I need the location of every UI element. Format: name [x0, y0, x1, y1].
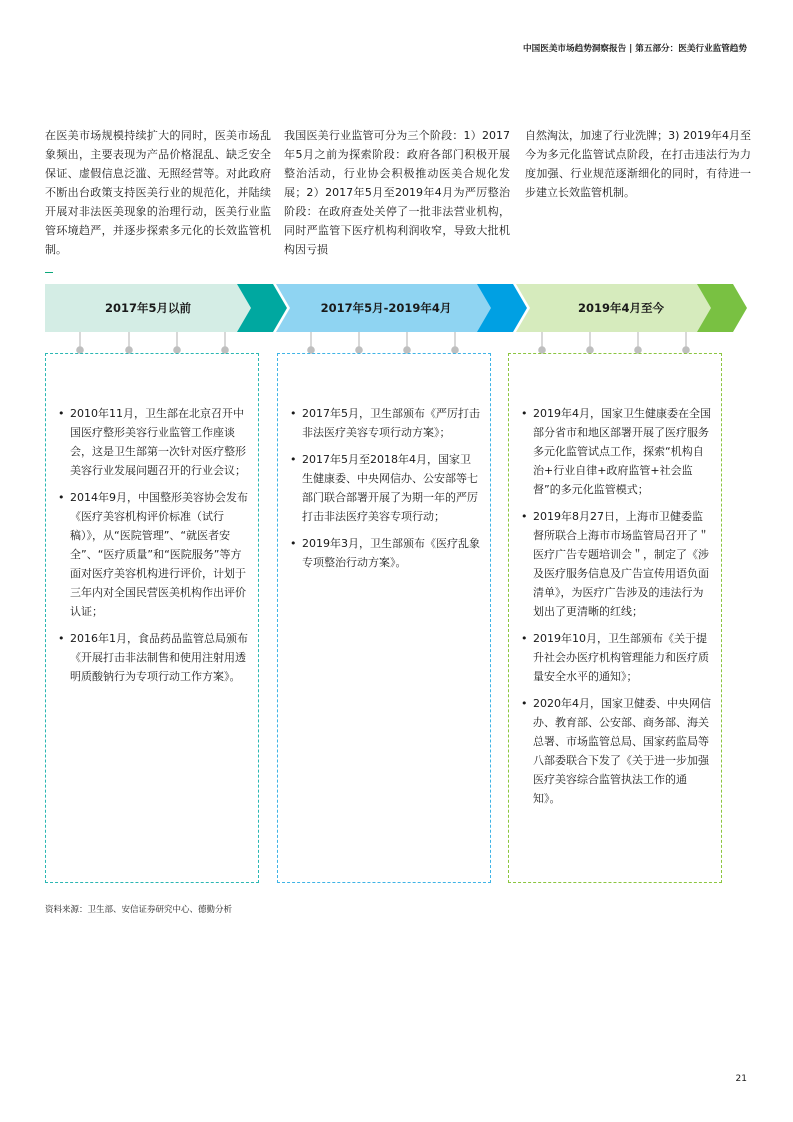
- list-item: • 2019年3月，卫生部颁布《医疗乱象专项整治行动方案》。: [290, 534, 480, 572]
- list-item: • 2016年1月，食品药品监管总局颁布《开展打击非法制售和使用注射用透明质酸钠行为专项行动工作方案》。: [58, 629, 248, 686]
- list-item: • 2017年5月，卫生部颁布《严厉打击非法医疗美容专项行动方案》；: [290, 404, 480, 442]
- phase2-events-list: [290, 404, 480, 572]
- phase1-events-box: [45, 353, 259, 883]
- phase3-events-box: [508, 353, 722, 883]
- intro-paragraph-3: 自然淘汰，加速了行业洗牌；3) 2019年4月至今为多元化监管试点阶段，在打击违法行为力度加强、行业规范逐渐细化的同时，有待进一步建立长效监管机制。: [525, 129, 751, 199]
- phase3-events-list: [521, 404, 711, 808]
- list-item: • 2019年10月，卫生部颁布《关于提升社会办医疗机构管理能力和医疗质量安全水平的通知》；: [521, 629, 711, 686]
- list-item: • 2019年8月27日，上海市卫健委监督所联合上海市市场监管局召开了＂医疗广告专题培训会＂，制定了《涉及医疗服务信息及广告宣传用语负面清单》，为医疗广告涉及的违法行为划出了更清晰的红线；: [521, 507, 711, 621]
- source-note: 资料来源：卫生部、安信证券研究中心、德勤分析: [45, 905, 233, 915]
- intro-paragraph-2: 我国医美行业监管可分为三个阶段：1）2017年5月之前为探索阶段：政府各部门积极开展整治活动，行业协会积极推动医美合规化发展；2）2017年5月至2019年4月为严厉整治阶段：在政府查处关停了一批非法营业机构，同时严监管下医疗机构利润收窄，导致大批机构因亏损: [284, 129, 510, 256]
- phase2-label: 2017年5月-2019年4月: [320, 301, 452, 315]
- intro-paragraph-1: 在医美市场规模持续扩大的同时，医美市场乱象频出，主要表现为产品价格混乱、缺乏安全保证、虚假信息泛滥、无照经营等。对此政府不断出台政策支持医美行业的规范化，并陆续开展对非法医美现象的治理行动，医美行业监管环境趋严，并逐步探索多元化的长效监管机制。: [45, 129, 271, 256]
- page-header: 中国医美市场趋势洞察报告 | 第五部分：医美行业监管趋势: [523, 44, 747, 54]
- list-item: • 2017年5月至2018年4月，国家卫生健康委、中央网信办、公安部等七部门联合部署开展了为期一年的严厉打击非法医疗美容专项行动；: [290, 450, 480, 526]
- phase1-label: 2017年5月以前: [104, 301, 191, 315]
- page-number: 21: [735, 1074, 747, 1084]
- list-item: • 2020年4月，国家卫健委、中央网信办、教育部、公安部、商务部、海关总署、市场监管总局、国家药监局等八部委联合下发了《关于进一步加强医疗美容综合监管执法工作的通知》。: [521, 694, 711, 808]
- list-item: • 2014年9月，中国整形美容协会发布《医疗美容机构评价标准（试行稿）》，从“医院管理”、“就医者安全”、“医疗质量”和“医院服务”等方面对医疗美容机构进行评价，计划于三年内对全国民营医美机构作出评价认证；: [58, 488, 248, 621]
- list-item: • 2019年4月，国家卫生健康委在全国部分省市和地区部署开展了医疗服务多元化监管试点工作，探索“机构自治+行业自律+政府监管+社会监督”的多元化监管模式；: [521, 404, 711, 499]
- phase2-events-box: [277, 353, 491, 883]
- list-item: • 2010年11月，卫生部在北京召开中国医疗整形美容行业监管工作座谈会，这是卫生部第一次针对医疗整形美容行业发展问题召开的行业会议；: [58, 404, 248, 480]
- phase1-events-list: [58, 404, 248, 686]
- section-rule: [45, 272, 53, 273]
- phase3-label: 2019年4月至今: [577, 301, 664, 315]
